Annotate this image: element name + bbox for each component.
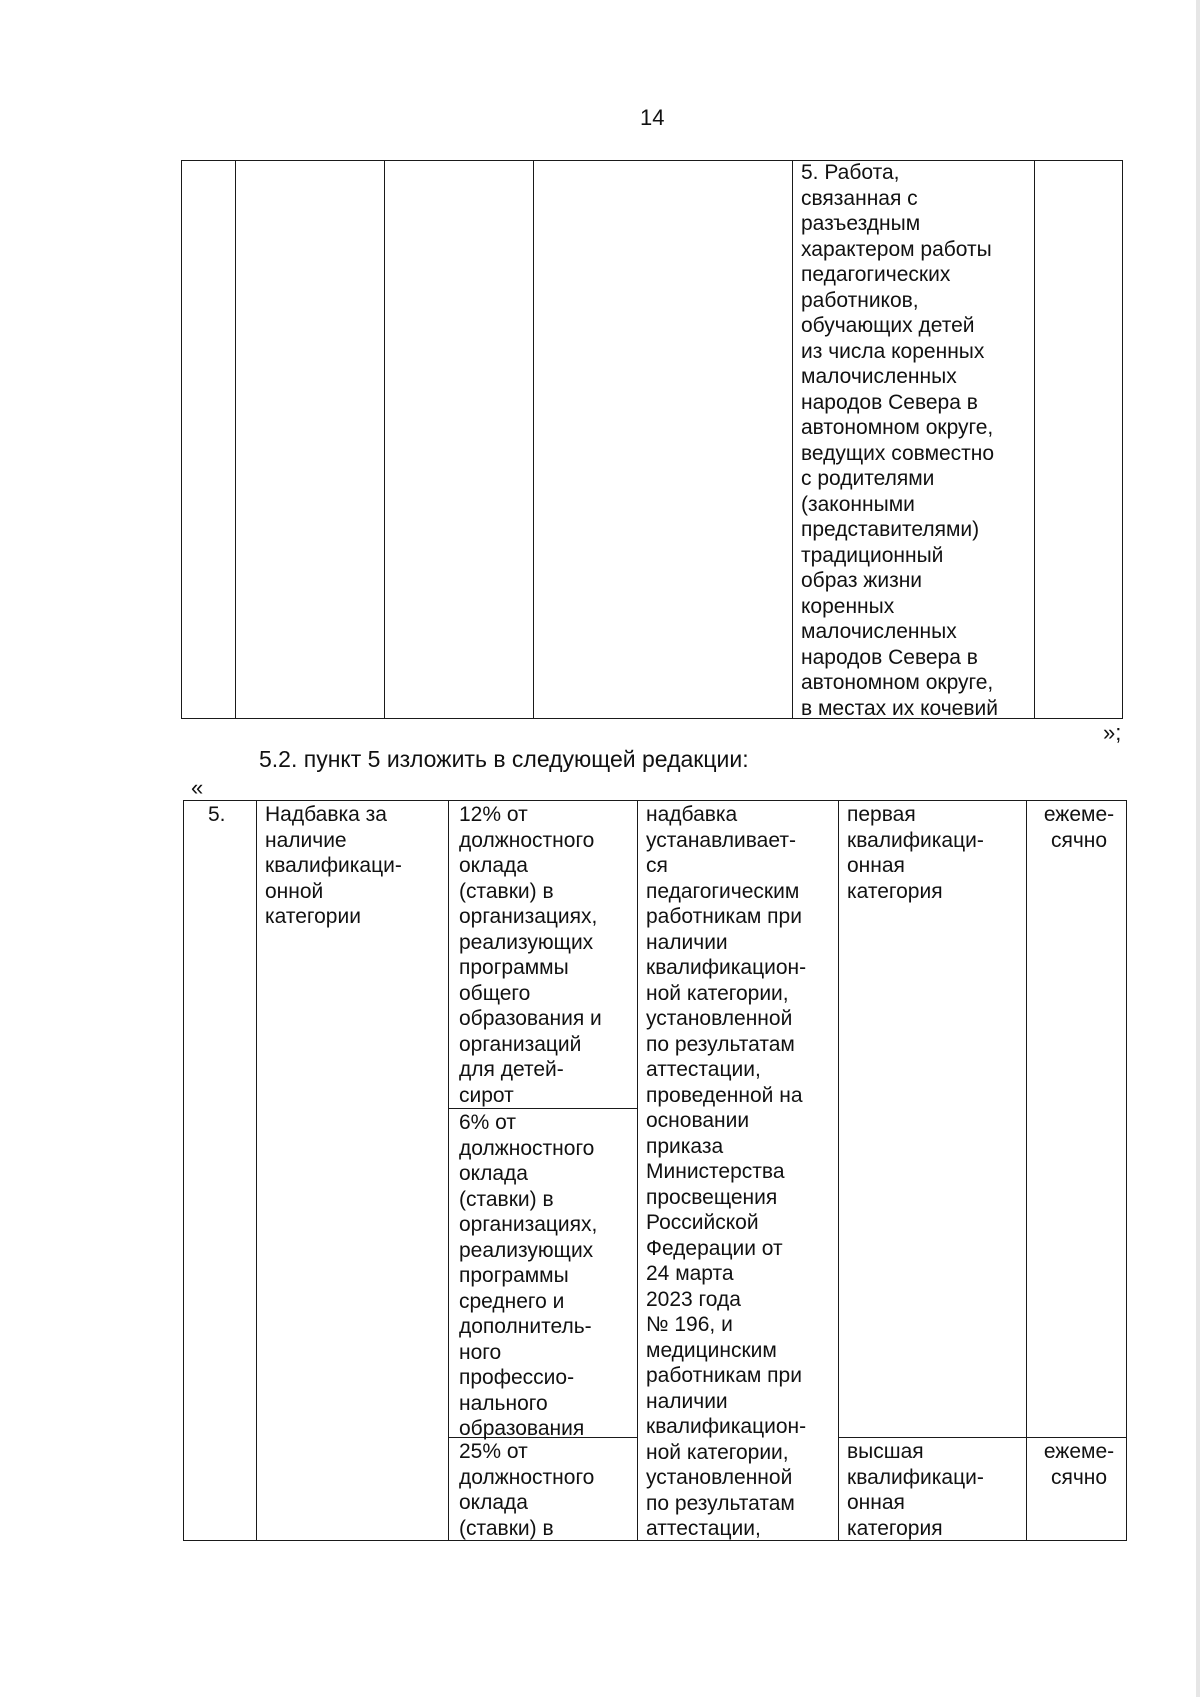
table1-col-border — [181, 160, 182, 719]
table1-col-border — [1122, 160, 1123, 719]
table2-col-border — [838, 800, 839, 1541]
table2-col-border — [448, 800, 449, 1541]
table1-col-border — [235, 160, 236, 719]
item-number: 5. — [208, 803, 226, 826]
table2-col-border — [637, 800, 638, 1541]
category-first: первая квалификаци- онная категория — [847, 803, 984, 903]
closing-quote: »; — [1103, 720, 1122, 745]
allowance-conditions: надбавка устанавливает- ся педагогическим работникам при наличии квалификацион- ной категории, установленной по результатам аттестации, проведенной на основании приказа Министерства просвещения Российской Федерации от 24 марта 2023 года № 196, и медицинским работникам при наличии квалификацион- ной категории, установленной по результатам аттестации, — [646, 803, 807, 1540]
amount-higher-category: 25% от должностного оклада (ставки) в — [459, 1440, 595, 1540]
periodicity-first: ежеме- сячно — [1043, 803, 1115, 852]
category-row-separator — [838, 1437, 1127, 1438]
amount-vocational-education: 6% от должностного оклада (ставки) в организациях, реализующих программы среднего и дополнитель- ного профессио- нального образования — [459, 1111, 598, 1440]
amount-general-education: 12% от должностного оклада (ставки) в организациях, реализующих программы общего образования и организаций для детей- сирот — [459, 803, 602, 1107]
table2-col-border — [183, 800, 184, 1541]
table1-col-border — [792, 160, 793, 719]
table1-item-text: 5. Работа, связанная с разъездным характером работы педагогических работников, обучающих детей из числа коренных малочисленных народов Севера в автономном округе, ведущих совместно с родителями (законными представителями) традиционный образ жизни коренных малочисленных народов Севера в автономном округе, в местах их кочевий — [801, 161, 998, 720]
periodicity-highest: ежеме- сячно — [1043, 1440, 1115, 1489]
table2-top-border — [183, 800, 1127, 801]
table2-col-border — [256, 800, 257, 1541]
amount-row-separator — [448, 1108, 638, 1109]
page-edge — [1196, 0, 1200, 1697]
page-number: 14 — [640, 105, 665, 130]
table1-col-border — [533, 160, 534, 719]
table2-col-border — [1026, 800, 1027, 1541]
amendment-paragraph: 5.2. пункт 5 изложить в следующей редакции: — [259, 746, 749, 772]
category-highest: высшая квалификаци- онная категория — [847, 1440, 984, 1540]
allowance-name: Надбавка за наличие квалификаци- онной категории — [265, 803, 402, 928]
table1-col-border — [384, 160, 385, 719]
table2-col-border — [1126, 800, 1127, 1541]
table1-col-border — [1034, 160, 1035, 719]
opening-quote: « — [191, 775, 204, 800]
